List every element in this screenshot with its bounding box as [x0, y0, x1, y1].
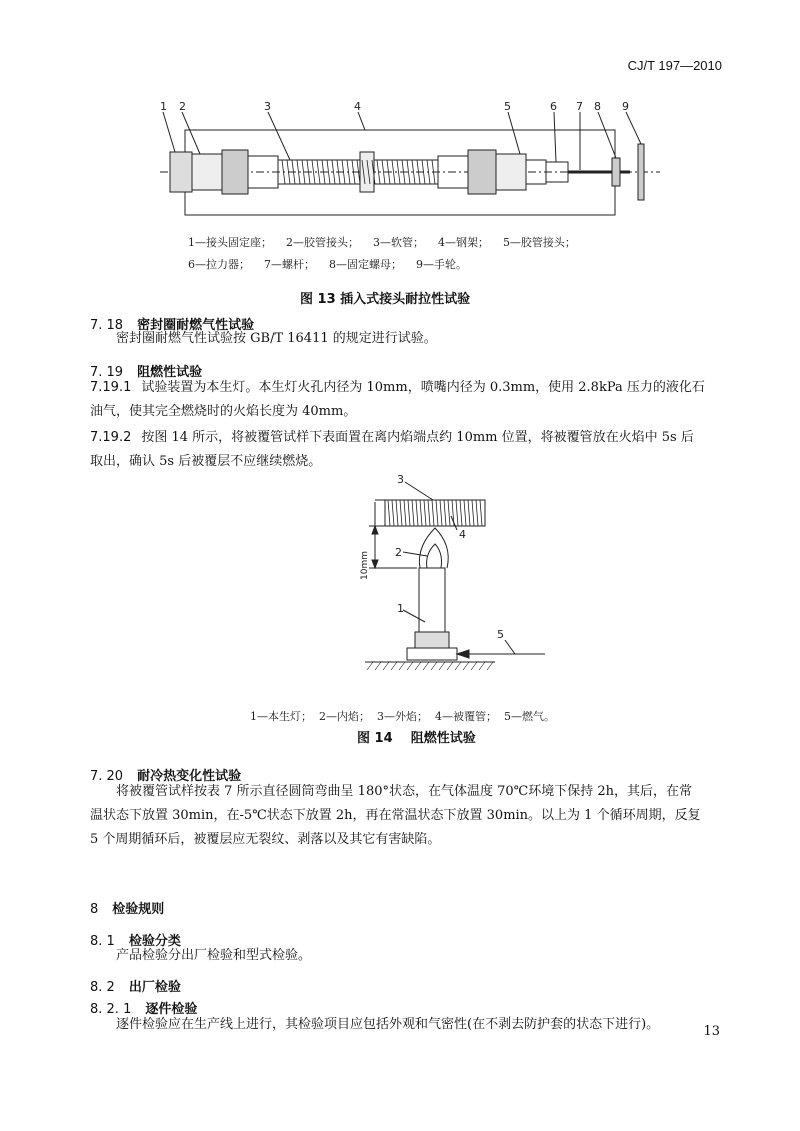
fig13-label-7: 7: [576, 100, 583, 113]
paragraph-line: 将被覆管试样按表 7 所示直径圆筒弯曲呈 180°状态，在气体温度 70℃环境下保持 2h，其后，在常: [116, 784, 692, 799]
fig14-label-2: 2: [395, 546, 402, 559]
fig13-label-9: 9: [622, 100, 629, 113]
clause-line: [90, 376, 720, 400]
section-7-18-text: 密封圈耐燃气性试验按 GB/T 16411 的规定进行试验。: [116, 331, 437, 346]
section-title: 耐冷热变化性试验: [137, 769, 242, 784]
clause-line: 油气，使其完全燃烧时的火焰长度为 40mm。: [90, 404, 357, 419]
section-title: 阻燃性试验: [137, 365, 203, 380]
figure-14-drawing: [355, 472, 555, 692]
fixed-nut: [612, 158, 620, 186]
section-8-2-heading: [90, 976, 181, 995]
paragraph-line: 温状态下放置 30min，在-5℃状态下放置 2h，再在常温状态下放置 30min。以上为 1 个循环周期，反复: [90, 808, 701, 823]
page-number: 13: [703, 1024, 720, 1039]
joint-fixed-seat: [170, 152, 192, 192]
fig14-label-4: 4: [459, 528, 466, 541]
section-number: 7. 19: [90, 365, 124, 380]
section-number: 7. 20: [90, 769, 124, 784]
fig13-label-4: 4: [354, 100, 361, 113]
fig13-label-1: 1: [160, 100, 167, 113]
figure-13-caption: 图 13 插入式接头耐拉性试验: [300, 292, 471, 307]
figure-13-legend-line-2: 6—拉力器； 7—螺杆； 8—固定螺母； 9—手轮。: [188, 258, 467, 271]
outer-flame: [419, 528, 448, 568]
figure-14-caption: 图 14 阻燃性试验: [357, 731, 476, 746]
figure-14-legend: 1—本生灯； 2—内焰； 3—外焰； 4—被覆管； 5—燃气。: [250, 710, 555, 723]
section-title: 检验分类: [128, 934, 181, 949]
clause-7-19-1: [90, 376, 720, 424]
fig13-label-2: 2: [179, 100, 186, 113]
section-number: 8: [90, 902, 99, 917]
section-7-20-text: [90, 780, 720, 852]
clause-line: [90, 426, 720, 450]
fig13-label-6: 6: [550, 100, 557, 113]
section-title: 检验规则: [112, 902, 165, 917]
section-number: 8. 1: [90, 934, 115, 949]
inner-flame: [427, 544, 442, 568]
figure-13-legend-line-1: 1—接头固定座； 2—胶管接头； 3—软管； 4—钢架； 5—胶管接头；: [188, 236, 576, 249]
paragraph-line: 5 个周期循环后，被覆层应无裂纹、剥落以及其它有害缺陷。: [90, 832, 441, 847]
section-title: 出厂检验: [128, 980, 181, 995]
section-8-1-text: 产品检验分出厂检验和型式检验。: [116, 948, 312, 963]
clause-line: 取出，确认 5s 后被覆层不应继续燃烧。: [90, 454, 322, 469]
section-8-2-1-text: 逐件检验应在生产线上进行，其检验项目应包括外观和气密性(在不剥去防护套的状态下进行)。: [116, 1017, 660, 1032]
section-number: 8. 2. 1: [90, 1002, 132, 1017]
fig14-label-1: 1: [397, 602, 404, 615]
section-title: 逐件检验: [145, 1002, 198, 1017]
bunsen-burner: [419, 568, 445, 638]
hose-joint-left: [192, 154, 222, 190]
fig14-label-5: 5: [497, 628, 504, 641]
fig13-label-3: 3: [264, 100, 271, 113]
fig14-label-3: 3: [397, 473, 404, 486]
fig13-label-5: 5: [504, 100, 511, 113]
figure-13-drawing: [160, 100, 670, 225]
standard-code: CJ/T 197—2010: [627, 58, 722, 73]
clause-number: 7.19.2: [90, 430, 132, 445]
clause-text: 按图 14 所示，将被覆管试样下表面置在离内焰端点约 10mm 位置，将被覆管放在火焰中 5s 后: [141, 430, 694, 445]
section-number: 8. 2: [90, 980, 115, 995]
fig13-label-8: 8: [594, 100, 601, 113]
clause-number: 7.19.1: [90, 380, 132, 395]
clause-7-19-2: [90, 426, 720, 474]
section-title: 密封圈耐燃气性试验: [137, 318, 255, 333]
clause-text: 试验装置为本生灯。本生灯火孔内径为 10mm，喷嘴内径为 0.3mm，使用 2.8kPa 压力的液化石: [141, 380, 705, 395]
section-8-heading: [90, 898, 164, 917]
hand-wheel: [638, 144, 644, 200]
fig14-dimension-label: 10mm: [360, 551, 370, 580]
section-number: 7. 18: [90, 318, 124, 333]
